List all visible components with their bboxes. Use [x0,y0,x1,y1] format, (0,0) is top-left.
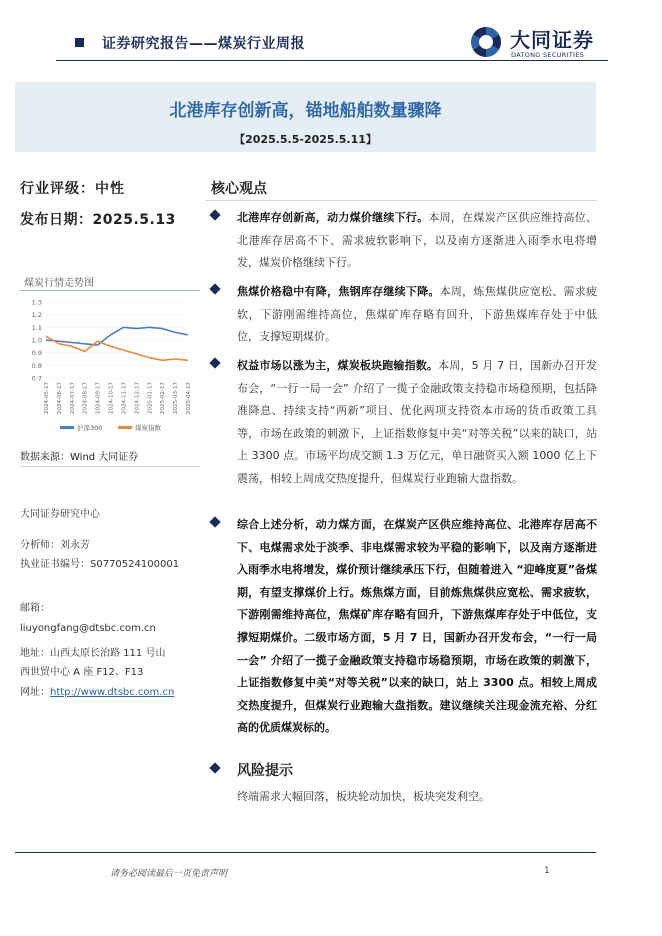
address-line-1: 地址：山西太原长治路 111 号山 [20,648,166,659]
diamond-bullet-icon [209,209,220,220]
license-number: 执业证书编号：S0770524100001 [20,559,180,570]
x-tick-label: 2024-05-17 [44,382,50,414]
data-source: 数据来源：Wind 大同证券 [20,452,139,463]
industry-rating: 行业评级：中性 [20,181,125,197]
publish-date: 发布日期：2025.5.13 [20,212,176,228]
x-tick-label: 2024-09-17 [95,382,102,414]
diamond-bullet-icon [209,357,220,368]
website-link[interactable]: http://www.dtsbc.com.cn [50,687,175,698]
website-label: 网址： [20,687,50,698]
bullet-text: 本周，5 月 7 日，国新办召开发布会，“一行一局一会” 介绍了一揽子金融政策支持稳市场稳预期，包括降准降息、持续支持“两新”项目、优化两项支持资本市场的货币政策工具等，市场在政策的刺激下，上证指数修复中美“对等关税”以来的缺口，站上 3300 点。市场平均成交额 1.3 万亿元，单日融资买入额 1000 亿上下震荡，相较上周成交热度提升，但煤炭行业跑输大盘指数。 [237,359,597,485]
header-marker [75,38,84,47]
core-views-rule [205,200,597,201]
y-tick-label: 1.0 [31,336,42,345]
report-title: 北港库存创新高，锚地船舶数量骤降 [169,101,442,121]
analyst-name: 分析师：刘永芳 [20,540,90,551]
title-banner [15,82,596,152]
bullet-text: 本周，在煤炭产区供应维持高位、北港库存居高不下、需求疲软影响下，以及南方逐渐进入雨季水电将增发，煤炭价格继续下行。 [237,211,598,270]
logo-text-en: DATONG SECURITIES [511,51,585,59]
y-tick-label: 1.3 [31,298,42,307]
address-line-2: 西世贸中心 A 座 F12、F13 [20,667,144,678]
market-trend-chart [20,268,200,438]
x-tick-label: 2025-04-17 [186,382,192,414]
header-rule [56,60,608,61]
logo-mark-icon [468,24,504,60]
website-row [20,684,174,701]
y-tick-label: 0.7 [31,374,42,383]
bullet-lead: 权益市场以涨为主，煤炭板块跑输指数。 [237,359,439,372]
y-tick-label: 1.2 [31,311,42,320]
bullet-text: 本周，炼焦煤供应宽松、需求疲软，下游刚需维持高位，焦煤矿库存略有回升，下游焦煤库存处于中低位，支撑短期煤价。 [237,285,598,344]
x-tick-label: 2024-08-17 [82,382,89,414]
chart-title-rule [20,290,200,291]
risk-title: 风险提示 [237,763,293,779]
bullet-lead: 焦煤价格稳中有降，焦钢库存继续下降。 [237,285,440,298]
company-logo [468,24,618,60]
page-number: 1 [544,866,550,876]
research-center: 大同证券研究中心 [20,509,100,520]
bullet-lead: 北港库存创新高，动力煤价继续下行。 [237,211,429,224]
y-tick-label: 0.8 [31,361,42,370]
x-tick-label: 2024-06-17 [56,382,63,414]
report-date-range: 【2025.5.5-2025.5.11】 [234,133,377,146]
diamond-bullet-icon [209,283,220,294]
chart-title: 煤炭行情走势图 [24,278,94,289]
x-tick-label: 2024-12-17 [134,382,141,414]
x-tick-label: 2025-02-17 [160,382,167,414]
diamond-bullet-icon [209,762,220,773]
bullet-text: 综合上述分析，动力煤方面，在煤炭产区供应维持高位、北港库存居高不下、电煤需求处于淡季、非电煤需求较为平稳的影响下，以及南方逐渐进入雨季水电将增发，煤价预计继续承压下行，但随着进入 “迎峰度夏”备煤期，有望支撑煤价上行。炼焦煤方面，目前炼焦煤供应宽松、需求疲软，下游刚需维持高位，焦煤矿库存略有回升，下游焦煤库存处于中低位，支撑短期煤价。二级市场方面，5 月 7 日，国新办召开发布会，“一行一局一会” 介绍了一揽子金融政策支持稳市场稳预期，市场在政策的刺激下，上证指数修复中美“对等关税”以来的缺口，站上 3300 点。相较上周成交热度提升，但煤炭行业跑输大盘指数。建议继续关注现金流充裕、分红高的优质煤炭标的。 [237,518,597,735]
footer-disclaimer: 请务必阅读最后一页免责声明 [110,869,228,879]
risk-text: 终端需求大幅回落，板块轮动加快，板块突发利空。 [237,790,490,803]
x-tick-label: 2025-01-17 [147,382,154,414]
diamond-bullet-icon [209,516,220,527]
x-tick-label: 2024-10-17 [108,382,115,414]
series-line-csi300 [46,327,188,345]
legend-label: 煤炭指数 [135,424,161,432]
core-views-title: 核心观点 [211,181,267,197]
y-tick-label: 1.1 [31,323,42,332]
legend-label: 沪深300 [77,424,103,432]
x-tick-label: 2025-03-17 [173,382,180,414]
email-address[interactable]: liuyongfang@dtsbc.com.cn [20,623,156,634]
email-label: 邮箱： [20,603,50,614]
y-tick-label: 0.9 [31,349,42,358]
source-rule [20,466,200,467]
report-series: 证券研究报告——煤炭行业周报 [102,36,305,52]
x-tick-label: 2024-07-17 [69,382,76,414]
footer-rule [15,852,596,853]
chart-plot [20,292,200,438]
legend-swatch [118,426,132,429]
logo-text-cn: 大同证券 [510,28,594,52]
legend-swatch [60,426,74,429]
x-tick-label: 2024-11-17 [121,382,128,414]
